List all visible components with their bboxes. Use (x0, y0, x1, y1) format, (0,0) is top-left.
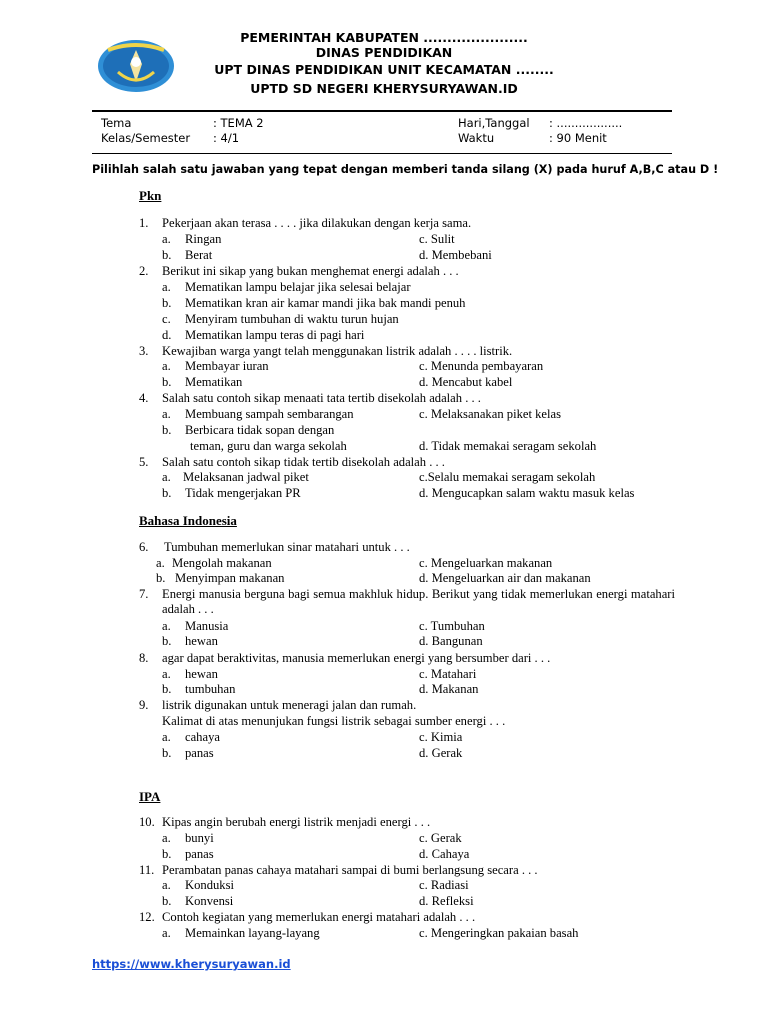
q7-c: c. Tumbuhan (419, 619, 485, 633)
q2-b-text: Mematikan kran air kamar mandi jika bak mandi penuh (185, 296, 466, 310)
q7-a-text: Manusia (185, 619, 229, 633)
q9-d: d. Gerak (419, 746, 463, 760)
q7-d: d. Bangunan (419, 634, 483, 648)
q8-a-letter: a. (162, 667, 171, 681)
q2-a-text: Mematikan lampu belajar jika selesai belajar (185, 280, 411, 294)
q2-number: 2. (139, 264, 149, 278)
q10-a-text: bunyi (185, 831, 214, 845)
q11-a-letter: a. (162, 878, 171, 892)
kelas-label: Kelas/Semester (101, 131, 191, 145)
q2-b-letter: b. (162, 296, 172, 310)
q3-b-letter: b. (162, 375, 172, 389)
q11-text: Perambatan panas cahaya matahari sampai di bumi berlangsung secara . . . (162, 863, 538, 877)
q9-c: c. Kimia (419, 730, 463, 744)
q9-b-letter: b. (162, 746, 172, 760)
q5-text: Salah satu contoh sikap tidak tertib disekolah adalah . . . (162, 455, 445, 469)
q9-b-text: panas (185, 746, 214, 760)
q7-number: 7. (139, 587, 149, 601)
header-department: DINAS PENDIDIKAN (315, 45, 453, 60)
q4-c: c. Melaksanakan piket kelas (419, 407, 561, 421)
q12-a-text: Memainkan layang-layang (185, 926, 320, 940)
q4-b-letter: b. (162, 423, 172, 437)
q5-number: 5. (139, 455, 149, 469)
q8-c: c. Matahari (419, 667, 477, 681)
q6-text: Tumbuhan memerlukan sinar matahari untuk . . . (164, 540, 410, 554)
q12-number: 12. (139, 910, 155, 924)
tut-wuri-handayani-logo (96, 38, 176, 94)
q8-b-text: tumbuhan (185, 682, 236, 696)
q11-number: 11. (139, 863, 155, 877)
q2-text: Berikut ini sikap yang bukan menghemat energi adalah . . . (162, 264, 459, 278)
q10-text: Kipas angin berubah energi listrik menjadi energi . . . (162, 815, 431, 829)
waktu-value: : 90 Menit (549, 131, 607, 145)
q12-a-letter: a. (162, 926, 171, 940)
q10-c: c. Gerak (419, 831, 462, 845)
q9-number: 9. (139, 698, 149, 712)
q6-number: 6. (139, 540, 149, 554)
q8-d: d. Makanan (419, 682, 479, 696)
q1-d: d. Membebani (419, 248, 492, 262)
q9-a-letter: a. (162, 730, 171, 744)
waktu-label: Waktu (458, 131, 495, 145)
q7-text: Energi manusia berguna bagi semua makhluk hidup. Berikut yang tidak memerlukan energi matahari adalah . . . (162, 587, 675, 616)
q11-b-text: Konvensi (185, 894, 234, 908)
q2-d-text: Mematikan lampu teras di pagi hari (185, 328, 365, 342)
q4-b-text: Berbicara tidak sopan dengan (185, 423, 335, 437)
q4-a-text: Membuang sampah sembarangan (185, 407, 354, 421)
q3-a-letter: a. (162, 359, 171, 373)
q3-c: c. Menunda pembayaran (419, 359, 544, 373)
q8-text: agar dapat beraktivitas, manusia memerlukan energi yang bersumber dari . . . (162, 651, 551, 665)
q8-number: 8. (139, 651, 149, 665)
q4-d: d. Tidak memakai seragam sekolah (419, 439, 597, 453)
q7-a-letter: a. (162, 619, 171, 633)
q10-b-letter: b. (162, 847, 172, 861)
q5-b-text: Tidak mengerjakan PR (185, 486, 301, 500)
q2-c-text: Menyiram tumbuhan di waktu turun hujan (185, 312, 399, 326)
q5-d: d. Mengucapkan salam waktu masuk kelas (419, 486, 635, 500)
q7-b-letter: b. (162, 634, 172, 648)
q1-text: Pekerjaan akan terasa . . . . jika dilakukan dengan kerja sama. (162, 216, 472, 230)
q8-b-letter: b. (162, 682, 172, 696)
q6-a-text: Mengolah makanan (172, 556, 272, 570)
hari-value: : .................. (549, 116, 623, 130)
q4-b-text-continued: teman, guru dan warga sekolah (190, 439, 347, 453)
tema-value: : TEMA 2 (213, 116, 264, 130)
header-upt: UPT DINAS PENDIDIKAN UNIT KECAMATAN ........ (214, 62, 554, 77)
q9-text: listrik digunakan untuk meneragi jalan dan rumah. (162, 698, 417, 712)
q3-a-text: Membayar iuran (185, 359, 269, 373)
q3-number: 3. (139, 344, 149, 358)
q1-c: c. Sulit (419, 232, 455, 246)
q10-a-letter: a. (162, 831, 171, 845)
instruction: Pilihlah salah satu jawaban yang tepat dengan memberi tanda silang (X) pada huruf A,B,C atau D ! (92, 163, 719, 176)
section-bahasa-indonesia: Bahasa Indonesia (139, 513, 237, 528)
q6-d: d. Mengeluarkan air dan makanan (419, 571, 591, 585)
section-ipa: IPA (139, 789, 161, 804)
q1-a-letter: a. (162, 232, 171, 246)
q4-a-letter: a. (162, 407, 171, 421)
q11-d: d. Refleksi (419, 894, 474, 908)
kelas-value: : 4/1 (213, 131, 240, 145)
footer-website-link[interactable]: https://www.kherysuryawan.id (92, 957, 291, 971)
q6-b-letter: b. (156, 571, 166, 585)
q11-c: c. Radiasi (419, 878, 469, 892)
q5-c: c.Selalu memakai seragam sekolah (419, 470, 596, 484)
meta-rule (92, 153, 672, 154)
header-school: UPTD SD NEGERI KHERYSURYAWAN.ID (250, 81, 518, 96)
q6-a-letter: a. (156, 556, 165, 570)
q3-d: d. Mencabut kabel (419, 375, 513, 389)
q7-b-text: hewan (185, 634, 218, 648)
section-pkn: Pkn (139, 188, 162, 203)
q3-text: Kewajiban warga yangt telah menggunakan listrik adalah . . . . listrik. (162, 344, 513, 358)
q6-b-text: Menyimpan makanan (175, 571, 285, 585)
q11-b-letter: b. (162, 894, 172, 908)
q2-c-letter: c. (162, 312, 171, 326)
q1-a-text: Ringan (185, 232, 222, 246)
q1-number: 1. (139, 216, 149, 230)
tema-label: Tema (101, 116, 132, 130)
q9-text-2: Kalimat di atas menunjukan fungsi listrik sebagai sumber energi . . . (162, 714, 506, 728)
hari-label: Hari,Tanggal (458, 116, 530, 130)
q5-b-letter: b. (162, 486, 172, 500)
q4-number: 4. (139, 391, 149, 405)
q2-d-letter: d. (162, 328, 172, 342)
q5-a-letter: a. (162, 470, 171, 484)
header-rule (92, 110, 672, 112)
q12-text: Contoh kegiatan yang memerlukan energi matahari adalah . . . (162, 910, 476, 924)
q1-b-letter: b. (162, 248, 172, 262)
q10-b-text: panas (185, 847, 214, 861)
q4-text: Salah satu contoh sikap menaati tata tertib disekolah adalah . . . (162, 391, 481, 405)
q11-a-text: Konduksi (185, 878, 234, 892)
header-government: PEMERINTAH KABUPATEN ...................... (240, 30, 528, 45)
q6-c: c. Mengeluarkan makanan (419, 556, 553, 570)
q12-c: c. Mengeringkan pakaian basah (419, 926, 579, 940)
q3-b-text: Mematikan (185, 375, 243, 389)
q8-a-text: hewan (185, 667, 218, 681)
q9-a-text: cahaya (185, 730, 220, 744)
q10-d: d. Cahaya (419, 847, 470, 861)
q1-b-text: Berat (185, 248, 213, 262)
q5-a-text: Melaksanan jadwal piket (183, 470, 309, 484)
q10-number: 10. (139, 815, 155, 829)
q2-a-letter: a. (162, 280, 171, 294)
